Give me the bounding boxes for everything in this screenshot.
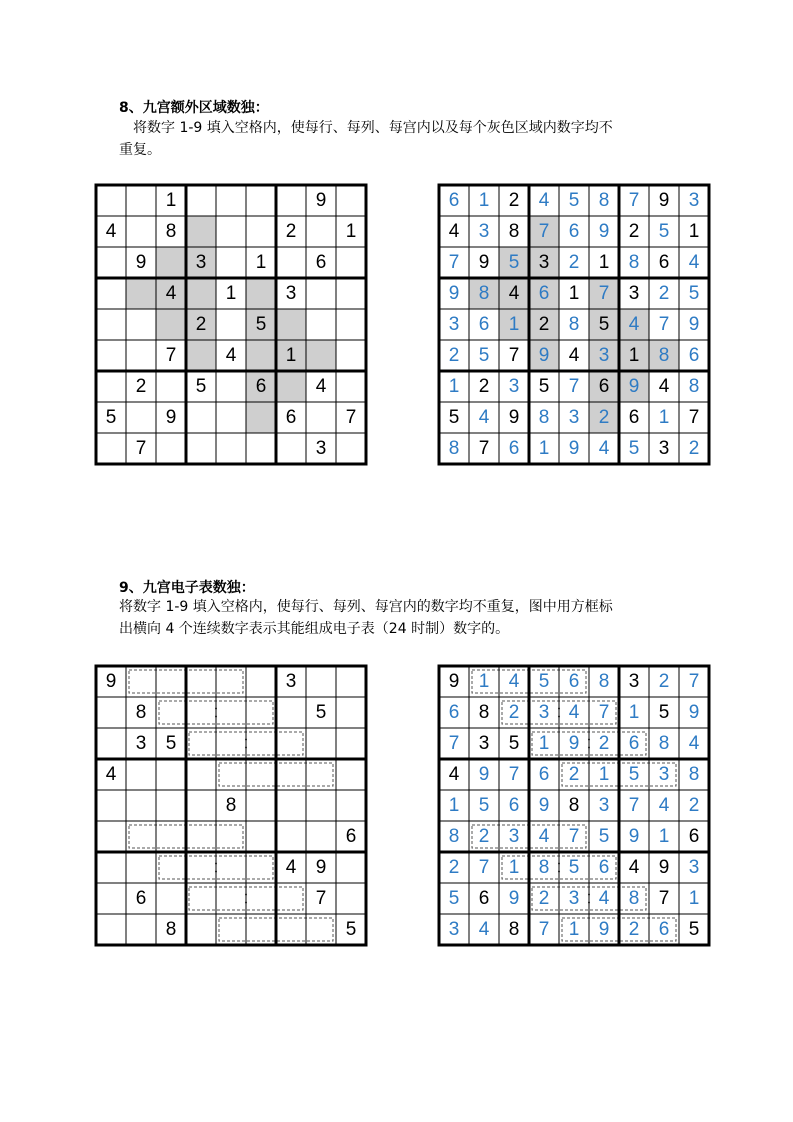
solution-digit: 2 [568,764,580,785]
given-digit: 1 [285,345,297,366]
solution-digit: 7 [568,826,580,847]
given-digit: 6 [478,888,490,909]
given-digit: 1 [165,190,177,211]
solution-digit: 8 [688,764,700,785]
solution-digit: 9 [478,764,490,785]
given-digit: 7 [345,407,357,428]
given-digit: 5 [315,702,327,723]
given-digit: 1 [345,221,357,242]
given-digit: 7 [135,438,147,459]
solution-digit: 3 [688,190,700,211]
given-digit: 4 [628,857,640,878]
puzzle8-heading: 8、九宫额外区域数独： [119,100,269,116]
solution-digit: 4 [688,252,700,273]
given-digit: 5 [255,314,267,335]
solution-digit: 1 [448,376,460,397]
solution-digit: 5 [478,345,490,366]
given-digit: 8 [508,221,520,242]
given-digit: 9 [135,252,147,273]
solution-digit: 3 [568,407,580,428]
solution-digit: 6 [568,221,580,242]
solution-digit: 4 [628,314,640,335]
solution-digit: 5 [568,857,580,878]
solution-digit: 5 [508,252,520,273]
solution-digit: 1 [658,826,670,847]
gray-region-cell [186,340,216,371]
given-digit: 7 [478,438,490,459]
given-digit: 5 [345,919,357,940]
given-digit: 8 [508,919,520,940]
given-digit: 3 [478,733,490,754]
solution-digit: 1 [478,671,490,692]
solution-digit: 4 [478,407,490,428]
given-digit: 1 [688,221,700,242]
given-digit: 8 [165,919,177,940]
gray-region-cell [186,216,216,247]
solution-digit: 1 [568,919,580,940]
given-digit: 2 [538,314,550,335]
solution-digit: 7 [508,764,520,785]
puzzle8-desc-line2: 重复。 [119,142,161,158]
given-digit: 9 [105,671,117,692]
puzzle9-solution-grid [439,666,709,945]
solution-digit: 9 [538,795,550,816]
solution-digit: 1 [538,438,550,459]
solution-digit: 2 [628,919,640,940]
given-digit: 4 [165,283,177,304]
solution-digit: 8 [628,888,640,909]
solution-digit: 2 [598,733,610,754]
solution-digit: 8 [538,407,550,428]
given-digit: 6 [285,407,297,428]
given-digit: 9 [658,857,670,878]
solution-digit: 4 [688,733,700,754]
given-digit: 4 [568,345,580,366]
given-digit: 5 [105,407,117,428]
given-digit: 2 [478,376,490,397]
solution-digit: 6 [538,764,550,785]
gray-region-cell [276,371,306,402]
given-digit: 4 [105,764,117,785]
given-digit: 5 [165,733,177,754]
given-digit: 5 [195,376,207,397]
solution-digit: 9 [568,438,580,459]
given-digit: 8 [478,702,490,723]
solution-digit: 7 [538,221,550,242]
given-digit: 3 [285,283,297,304]
solution-digit: 1 [508,314,520,335]
solution-digit: 7 [628,795,640,816]
gray-region-cell [306,340,336,371]
solution-digit: 4 [508,671,520,692]
solution-digit: 9 [688,702,700,723]
given-digit: 9 [658,190,670,211]
given-digit: 4 [448,764,460,785]
solution-digit: 8 [448,438,460,459]
solution-digit: 3 [598,345,610,366]
solution-digit: 3 [568,888,580,909]
solution-digit: 5 [628,764,640,785]
solution-digit: 5 [448,888,460,909]
given-digit: 4 [225,345,237,366]
given-digit: 9 [478,252,490,273]
solution-digit: 9 [538,345,550,366]
puzzle9-desc-line2: 出横向 4 个连续数字表示其能组成电子表（24 时制）数字的。 [119,621,510,637]
solution-digit: 3 [448,314,460,335]
solution-digit: 9 [688,314,700,335]
solution-digit: 4 [658,795,670,816]
given-digit: 8 [135,702,147,723]
solution-digit: 6 [688,345,700,366]
given-digit: 7 [508,345,520,366]
solution-digit: 7 [478,857,490,878]
solution-digit: 1 [478,190,490,211]
solution-digit: 8 [538,857,550,878]
gray-region-cell [276,309,306,340]
given-digit: 3 [135,733,147,754]
given-digit: 2 [508,190,520,211]
given-digit: 8 [568,795,580,816]
solution-digit: 7 [568,376,580,397]
given-digit: 5 [508,733,520,754]
solution-digit: 1 [538,733,550,754]
solution-digit: 6 [628,733,640,754]
given-digit: 6 [658,252,670,273]
solution-digit: 7 [448,733,460,754]
solution-digit: 3 [598,795,610,816]
given-digit: 1 [628,345,640,366]
puzzle8-grid [96,185,366,464]
given-digit: 4 [105,221,117,242]
solution-digit: 5 [478,795,490,816]
solution-digit: 7 [688,671,700,692]
puzzle8-description [119,117,689,161]
given-digit: 4 [658,376,670,397]
solution-digit: 1 [598,764,610,785]
gray-region-cell [156,247,186,278]
given-digit: 6 [628,407,640,428]
gray-region-cell [246,402,276,433]
solution-digit: 7 [598,283,610,304]
solution-digit: 7 [658,314,670,335]
solution-digit: 7 [538,919,550,940]
given-digit: 7 [315,888,327,909]
given-digit: 1 [568,283,580,304]
solution-digit: 5 [538,671,550,692]
given-digit: 5 [448,407,460,428]
given-digit: 8 [225,795,237,816]
solution-digit: 2 [598,407,610,428]
solution-digit: 8 [688,376,700,397]
solution-digit: 9 [508,888,520,909]
solution-digit: 7 [598,702,610,723]
solution-digit: 8 [658,345,670,366]
solution-digit: 2 [448,345,460,366]
given-digit: 7 [688,407,700,428]
solution-digit: 3 [658,764,670,785]
given-digit: 6 [688,826,700,847]
solution-digit: 6 [478,314,490,335]
solution-digit: 2 [568,252,580,273]
solution-digit: 3 [538,702,550,723]
solution-digit: 3 [508,376,520,397]
solution-digit: 9 [568,733,580,754]
solution-digit: 3 [478,221,490,242]
solution-digit: 4 [538,190,550,211]
solution-digit: 2 [658,671,670,692]
given-digit: 9 [315,190,327,211]
gray-region-cell [156,309,186,340]
solution-digit: 2 [688,795,700,816]
puzzle9-grid [96,666,366,945]
solution-digit: 4 [598,438,610,459]
given-digit: 1 [598,252,610,273]
given-digit: 7 [165,345,177,366]
solution-digit: 1 [658,407,670,428]
solution-digit: 8 [448,826,460,847]
gray-region-cell [246,278,276,309]
given-digit: 1 [225,283,237,304]
given-digit: 3 [315,438,327,459]
solution-digit: 5 [568,190,580,211]
solution-digit: 6 [508,795,520,816]
given-digit: 4 [315,376,327,397]
solution-digit: 4 [478,919,490,940]
solution-digit: 5 [628,438,640,459]
given-digit: 4 [448,221,460,242]
gray-region-cell [126,278,156,309]
solution-digit: 8 [658,733,670,754]
solution-digit: 2 [508,702,520,723]
solution-digit: 3 [448,919,460,940]
given-digit: 3 [285,671,297,692]
solution-digit: 4 [568,702,580,723]
gray-region-cell [246,340,276,371]
solution-digit: 3 [508,826,520,847]
gray-region-cell [186,278,216,309]
solution-digit: 9 [628,826,640,847]
solution-digit: 5 [658,221,670,242]
given-digit: 1 [255,252,267,273]
given-digit: 3 [628,671,640,692]
solution-digit: 7 [448,252,460,273]
solution-digit: 9 [628,376,640,397]
solution-digit: 1 [688,888,700,909]
given-digit: 9 [508,407,520,428]
given-digit: 3 [658,438,670,459]
given-digit: 7 [658,888,670,909]
puzzle8-lines [96,185,366,464]
solution-digit: 6 [448,702,460,723]
solution-digit: 6 [658,919,670,940]
given-digit: 5 [658,702,670,723]
given-digit: 4 [285,857,297,878]
puzzle9-desc-line1: 将数字 1-9 填入空格内，使每行、每列、每宫内的数字均不重复，图中用方框标 [119,599,613,615]
given-digit: 6 [345,826,357,847]
puzzle9-heading: 9、九宫电子表数独： [119,580,255,596]
given-digit: 5 [598,314,610,335]
solution-digit: 9 [598,221,610,242]
given-digit: 6 [135,888,147,909]
solution-digit: 8 [598,671,610,692]
given-digit: 4 [508,283,520,304]
given-digit: 5 [688,919,700,940]
solution-digit: 8 [628,252,640,273]
solution-digit: 2 [448,857,460,878]
solution-digit: 6 [448,190,460,211]
given-digit: 2 [285,221,297,242]
solution-digit: 2 [658,283,670,304]
solution-digit: 8 [478,283,490,304]
solution-digit: 6 [538,283,550,304]
puzzle8-solution-grid [439,185,709,464]
given-digit: 2 [135,376,147,397]
given-digit: 9 [315,857,327,878]
solution-digit: 6 [568,671,580,692]
solution-digit: 2 [688,438,700,459]
solution-digit: 1 [448,795,460,816]
given-digit: 3 [628,283,640,304]
solution-digit: 8 [568,314,580,335]
solution-digit: 4 [598,888,610,909]
given-digit: 6 [255,376,267,397]
given-digit: 9 [448,671,460,692]
solution-digit: 1 [508,857,520,878]
solution-digit: 3 [688,857,700,878]
given-digit: 2 [628,221,640,242]
solution-digit: 1 [628,702,640,723]
given-digit: 6 [598,376,610,397]
solution-digit: 7 [628,190,640,211]
given-digit: 9 [165,407,177,428]
solution-digit: 5 [688,283,700,304]
given-digit: 3 [538,252,550,273]
puzzle8-desc-line1: 将数字 1-9 填入空格内，使每行、每列、每宫内以及每个灰色区域内数字均不 [119,120,613,136]
solution-digit: 2 [478,826,490,847]
given-digit: 3 [195,252,207,273]
solution-digit: 5 [598,826,610,847]
solution-digit: 6 [508,438,520,459]
solution-digit: 2 [538,888,550,909]
solution-digit: 4 [538,826,550,847]
solution-digit: 8 [598,190,610,211]
solution-digit: 9 [448,283,460,304]
given-digit: 2 [195,314,207,335]
solution-digit: 9 [598,919,610,940]
puzzle9-description [119,596,689,640]
given-digit: 6 [315,252,327,273]
solution-digit: 6 [598,857,610,878]
given-digit: 8 [165,221,177,242]
given-digit: 5 [538,376,550,397]
